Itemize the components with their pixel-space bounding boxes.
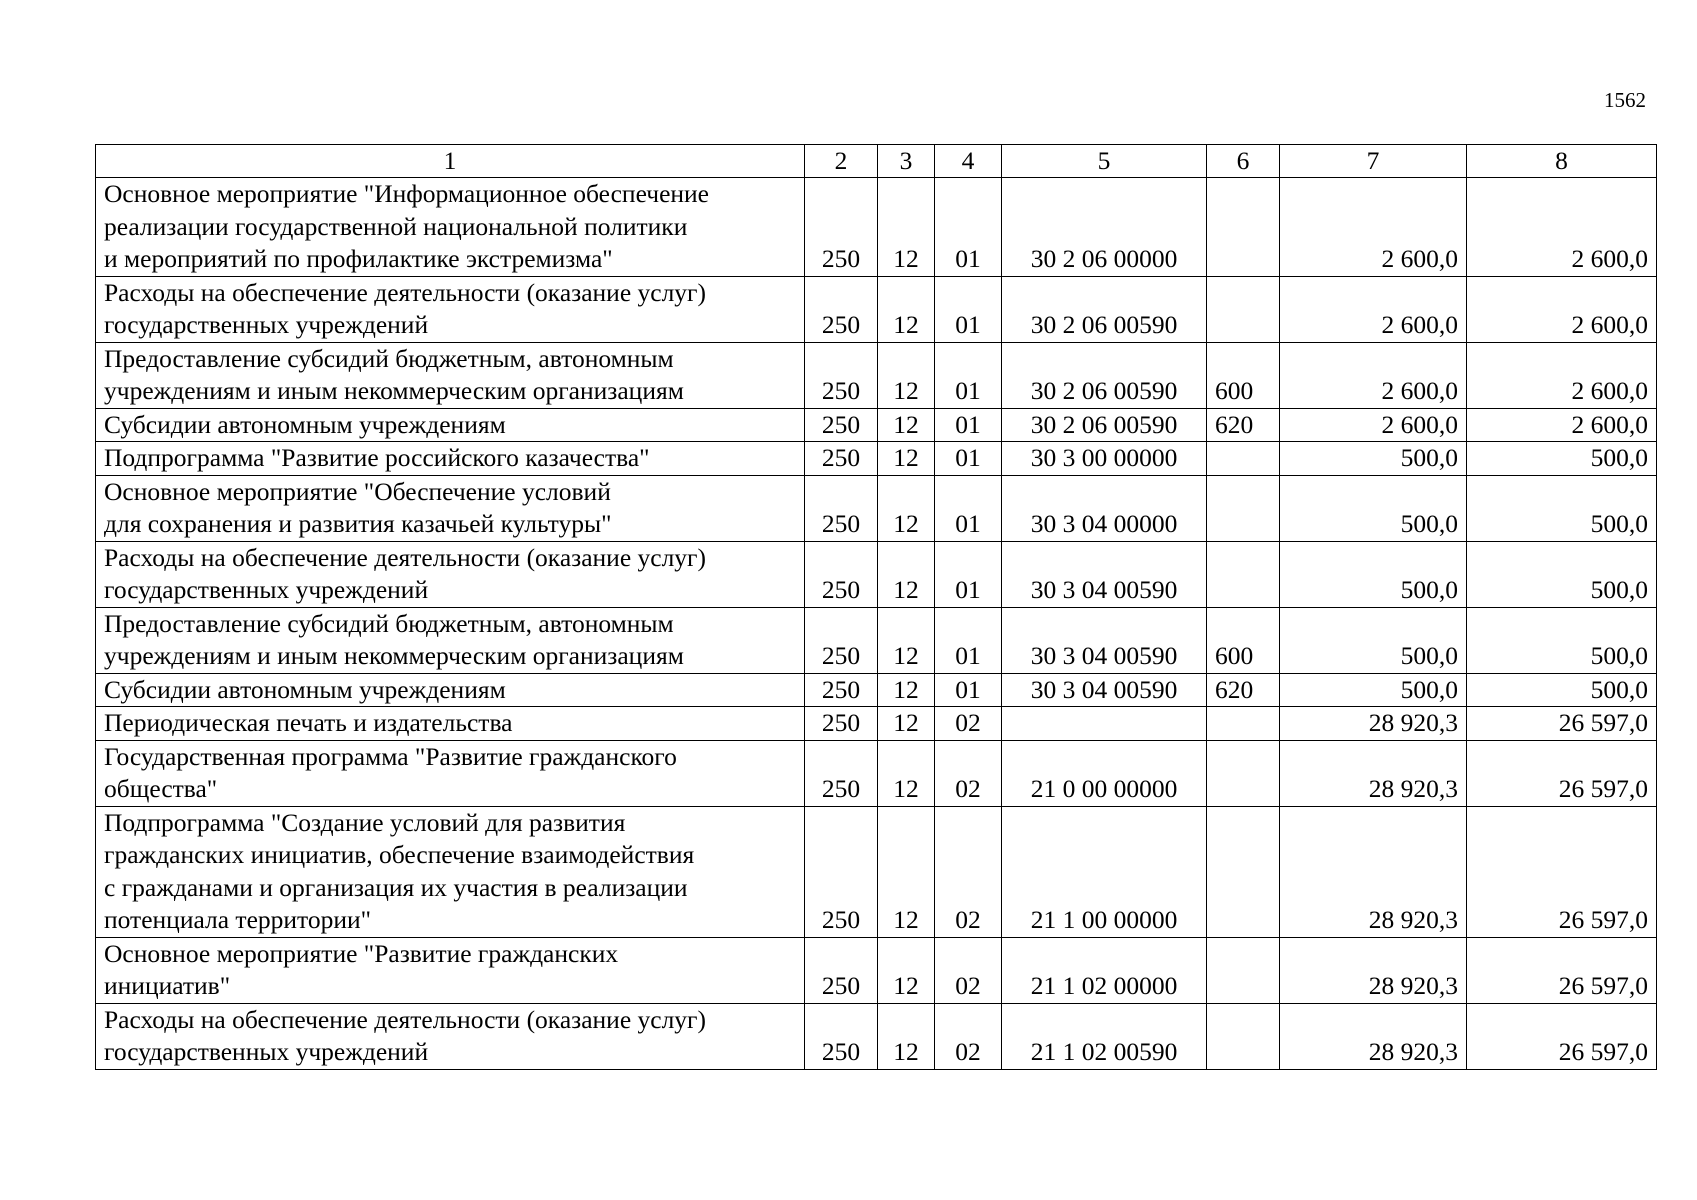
row-name-line: Предоставление субсидий бюджетным, автономным [104,608,674,638]
row-name-line: Государственная программа "Развитие гражданского [104,741,677,771]
row-cell-5: 30 2 06 00590 [1002,276,1207,342]
row-name-line: Основное мероприятие "Информационное обеспечение [104,179,710,208]
row-name-line: учреждениям и иным некоммерческим организациям [104,641,684,670]
row-name-line: Периодическая печать и издательства [104,708,513,737]
row-cell-7: 500,0 [1280,607,1467,673]
row-cell-8: 2 600,0 [1467,408,1657,442]
row-cell-4: 01 [935,408,1002,442]
row-name-line: Расходы на обеспечение деятельности (оказание услуг) [104,542,707,572]
row-name-cell [96,937,805,1003]
row-cell-7: 28 920,3 [1280,1003,1467,1069]
row-cell-4: 01 [935,541,1002,607]
row-name-line: Основное мероприятие "Развитие гражданских [104,938,619,968]
row-cell-8: 500,0 [1467,673,1657,707]
table-body [96,178,1657,1070]
row-cell-3: 12 [878,937,935,1003]
row-cell-3: 12 [878,607,935,673]
row-cell-5: 30 3 04 00590 [1002,673,1207,707]
row-cell-6 [1207,541,1280,607]
row-cell-6 [1207,707,1280,741]
row-cell-8: 500,0 [1467,442,1657,476]
row-name-line: государственных учреждений [104,310,429,339]
row-name-line: гражданских инициатив, обеспечение взаимодействия [104,840,695,869]
row-cell-3: 12 [878,178,935,277]
row-name-cell [96,607,805,673]
row-name-line: инициатив" [104,971,231,1000]
row-cell-2: 250 [805,475,878,541]
row-name-cell [96,740,805,806]
row-cell-7: 2 600,0 [1280,342,1467,408]
row-cell-6 [1207,442,1280,476]
row-cell-3: 12 [878,541,935,607]
row-cell-7: 28 920,3 [1280,806,1467,937]
row-cell-8: 26 597,0 [1467,806,1657,937]
row-cell-4: 02 [935,707,1002,741]
row-cell-7: 2 600,0 [1280,408,1467,442]
row-cell-5: 30 3 04 00000 [1002,475,1207,541]
header-cell-3: 3 [878,145,935,178]
row-cell-6 [1207,806,1280,937]
row-cell-8: 2 600,0 [1467,342,1657,408]
row-name-cell [96,1003,805,1069]
row-cell-4: 02 [935,937,1002,1003]
page-number: 1562 [1604,88,1646,112]
header-cell-7: 7 [1280,145,1467,178]
row-cell-7: 28 920,3 [1280,937,1467,1003]
row-cell-7: 500,0 [1280,442,1467,476]
row-cell-2: 250 [805,607,878,673]
row-cell-5: 21 1 02 00000 [1002,937,1207,1003]
row-cell-5: 21 1 02 00590 [1002,1003,1207,1069]
row-cell-2: 250 [805,408,878,442]
row-name-line: государственных учреждений [104,575,429,604]
row-name-line: реализации государственной национальной политики [104,211,688,241]
row-cell-5: 30 2 06 00000 [1002,178,1207,277]
row-name-line: Расходы на обеспечение деятельности (оказание услуг) [104,277,707,307]
row-cell-7: 28 920,3 [1280,707,1467,741]
row-name-line: Субсидии автономным учреждениям [104,674,506,704]
row-cell-2: 250 [805,178,878,277]
table-row [96,442,1657,476]
row-cell-4: 02 [935,740,1002,806]
row-cell-6 [1207,178,1280,277]
row-name-cell [96,178,805,277]
row-cell-7: 2 600,0 [1280,178,1467,277]
row-cell-6 [1207,740,1280,806]
row-cell-2: 250 [805,707,878,741]
row-cell-2: 250 [805,740,878,806]
row-cell-5: 30 2 06 00590 [1002,342,1207,408]
table-row [96,937,1657,1003]
table-row [96,475,1657,541]
row-name-line: Субсидии автономным учреждениям [104,409,506,439]
row-cell-3: 12 [878,475,935,541]
table-row [96,276,1657,342]
table-row [96,408,1657,442]
row-cell-6: 600 [1207,342,1280,408]
row-cell-8: 26 597,0 [1467,740,1657,806]
row-name-line: Основное мероприятие "Обеспечение условий [104,476,611,506]
row-cell-4: 01 [935,607,1002,673]
row-cell-2: 250 [805,541,878,607]
row-cell-8: 2 600,0 [1467,178,1657,277]
row-cell-2: 250 [805,442,878,476]
table-row [96,607,1657,673]
table-row [96,178,1657,277]
row-name-line: Расходы на обеспечение деятельности (оказание услуг) [104,1004,707,1034]
row-name-cell [96,673,805,707]
row-cell-4: 01 [935,442,1002,476]
row-name-cell [96,342,805,408]
row-cell-5: 21 0 00 00000 [1002,740,1207,806]
row-cell-4: 02 [935,1003,1002,1069]
row-cell-5 [1002,707,1207,741]
row-cell-6 [1207,1003,1280,1069]
row-name-line: общества" [104,774,218,803]
row-cell-7: 2 600,0 [1280,276,1467,342]
header-cell-2: 2 [805,145,878,178]
row-name-line: Подпрограмма "Развитие российского казачества" [104,443,650,472]
row-cell-6 [1207,276,1280,342]
row-cell-6 [1207,475,1280,541]
row-cell-6 [1207,937,1280,1003]
table-row [96,342,1657,408]
header-cell-4: 4 [935,145,1002,178]
row-cell-8: 26 597,0 [1467,1003,1657,1069]
budget-table [95,144,1657,1070]
row-name-line: Подпрограмма "Создание условий для развития [104,807,626,837]
row-cell-2: 250 [805,673,878,707]
row-cell-5: 30 2 06 00590 [1002,408,1207,442]
row-cell-2: 250 [805,1003,878,1069]
row-cell-3: 12 [878,1003,935,1069]
row-cell-5: 30 3 04 00590 [1002,607,1207,673]
row-cell-7: 500,0 [1280,541,1467,607]
table-row [96,740,1657,806]
row-name-cell [96,707,805,741]
row-name-line: и мероприятий по профилактике экстремизма" [104,244,613,273]
header-row [96,145,1657,178]
header-cell-5: 5 [1002,145,1207,178]
table-row [96,707,1657,741]
row-cell-3: 12 [878,276,935,342]
row-cell-2: 250 [805,342,878,408]
row-name-cell [96,276,805,342]
row-cell-3: 12 [878,442,935,476]
row-cell-8: 500,0 [1467,607,1657,673]
row-name-line: с гражданами и организация их участия в реализации [104,872,688,902]
row-cell-5: 21 1 00 00000 [1002,806,1207,937]
row-name-cell [96,806,805,937]
row-cell-5: 30 3 04 00590 [1002,541,1207,607]
row-cell-5: 30 3 00 00000 [1002,442,1207,476]
row-name-cell [96,475,805,541]
header-cell-8: 8 [1467,145,1657,178]
row-cell-2: 250 [805,806,878,937]
row-cell-4: 01 [935,276,1002,342]
header-cell-6: 6 [1207,145,1280,178]
row-cell-8: 26 597,0 [1467,937,1657,1003]
row-name-cell [96,541,805,607]
row-cell-4: 01 [935,673,1002,707]
row-cell-3: 12 [878,673,935,707]
table-row [96,673,1657,707]
row-cell-3: 12 [878,707,935,741]
row-cell-4: 01 [935,178,1002,277]
table-row [96,541,1657,607]
row-cell-7: 500,0 [1280,475,1467,541]
table-row [96,1003,1657,1069]
row-cell-8: 500,0 [1467,475,1657,541]
row-cell-8: 500,0 [1467,541,1657,607]
row-name-line: Предоставление субсидий бюджетным, автономным [104,343,674,373]
table-row [96,806,1657,937]
row-name-line: государственных учреждений [104,1037,429,1066]
row-cell-2: 250 [805,276,878,342]
row-cell-6: 620 [1207,673,1280,707]
row-cell-4: 01 [935,475,1002,541]
row-name-cell [96,408,805,442]
row-cell-3: 12 [878,740,935,806]
row-name-line: потенциала территории" [104,905,372,934]
row-name-line: для сохранения и развития казачьей культуры" [104,509,612,538]
row-name-line: учреждениям и иным некоммерческим организациям [104,376,684,405]
row-cell-8: 26 597,0 [1467,707,1657,741]
row-cell-8: 2 600,0 [1467,276,1657,342]
header-cell-1: 1 [96,145,805,178]
row-cell-6: 600 [1207,607,1280,673]
row-name-cell [96,442,805,476]
row-cell-6: 620 [1207,408,1280,442]
row-cell-3: 12 [878,408,935,442]
row-cell-3: 12 [878,806,935,937]
row-cell-3: 12 [878,342,935,408]
row-cell-7: 28 920,3 [1280,740,1467,806]
row-cell-4: 01 [935,342,1002,408]
row-cell-4: 02 [935,806,1002,937]
row-cell-2: 250 [805,937,878,1003]
row-cell-7: 500,0 [1280,673,1467,707]
